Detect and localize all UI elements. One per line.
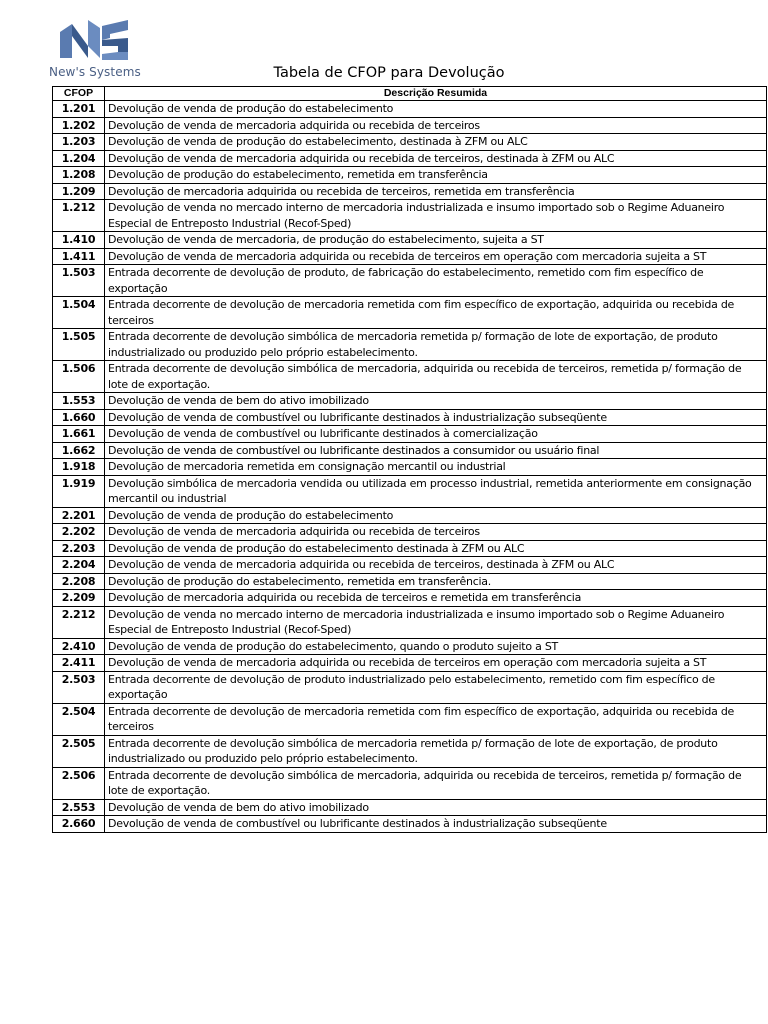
cfop-code-cell: 1.661	[53, 426, 105, 443]
description-cell: Devolução de venda de mercadoria, de produção do estabelecimento, sujeita a ST	[105, 232, 767, 249]
cfop-code-cell: 2.209	[53, 590, 105, 607]
table-row	[53, 167, 767, 184]
cfop-code-cell: 1.204	[53, 150, 105, 167]
description-cell: Devolução de venda de produção do estabelecimento, destinada à ZFM ou ALC	[105, 134, 767, 151]
cfop-code-cell: 2.410	[53, 638, 105, 655]
cfop-code-cell: 2.506	[53, 767, 105, 799]
description-cell: Devolução de venda de combustível ou lubrificante destinados à industrialização subseqüente	[105, 409, 767, 426]
cfop-code-cell: 2.553	[53, 799, 105, 816]
cfop-code-cell: 1.209	[53, 183, 105, 200]
table-row	[53, 459, 767, 476]
table-row	[53, 409, 767, 426]
cfop-code-cell: 2.202	[53, 524, 105, 541]
table-body	[53, 101, 767, 833]
description-cell: Devolução de venda de mercadoria adquirida ou recebida de terceiros, destinada à ZFM ou ALC	[105, 557, 767, 574]
cfop-code-cell: 2.203	[53, 540, 105, 557]
table-row	[53, 590, 767, 607]
column-header-cfop: CFOP	[53, 87, 105, 101]
table-row	[53, 232, 767, 249]
description-cell: Devolução de venda de mercadoria adquirida ou recebida de terceiros	[105, 524, 767, 541]
description-cell: Entrada decorrente de devolução de mercadoria remetida com fim específico de exportação, adquirida ou recebida de terceiros	[105, 297, 767, 329]
table-row	[53, 442, 767, 459]
table-row	[53, 101, 767, 118]
table-row	[53, 183, 767, 200]
table-row	[53, 507, 767, 524]
description-cell: Entrada decorrente de devolução simbólica de mercadoria, adquirida ou recebida de terceiros, remetida p/ formação de lote de exportação.	[105, 361, 767, 393]
description-cell: Devolução de venda de mercadoria adquirida ou recebida de terceiros em operação com mercadoria sujeita a ST	[105, 248, 767, 265]
cfop-code-cell: 2.660	[53, 816, 105, 833]
cfop-code-cell: 2.504	[53, 703, 105, 735]
description-cell: Entrada decorrente de devolução simbólica de mercadoria remetida p/ formação de lote de exportação, de produto industrializado ou produzido pelo próprio estabelecimento.	[105, 735, 767, 767]
table-row	[53, 638, 767, 655]
description-cell: Entrada decorrente de devolução de mercadoria remetida com fim específico de exportação, adquirida ou recebida de terceiros	[105, 703, 767, 735]
table-row	[53, 361, 767, 393]
cfop-code-cell: 1.918	[53, 459, 105, 476]
table-row	[53, 703, 767, 735]
description-cell: Devolução de venda de bem do ativo imobilizado	[105, 393, 767, 410]
description-cell: Devolução de venda de produção do estabelecimento, quando o produto sujeito a ST	[105, 638, 767, 655]
cfop-code-cell: 1.919	[53, 475, 105, 507]
cfop-code-cell: 1.553	[53, 393, 105, 410]
cfop-code-cell: 1.208	[53, 167, 105, 184]
table-row	[53, 735, 767, 767]
description-cell: Devolução de mercadoria adquirida ou recebida de terceiros, remetida em transferência	[105, 183, 767, 200]
cfop-code-cell: 1.410	[53, 232, 105, 249]
cfop-code-cell: 2.505	[53, 735, 105, 767]
table-row	[53, 816, 767, 833]
cfop-code-cell: 1.505	[53, 329, 105, 361]
description-cell: Devolução de mercadoria adquirida ou recebida de terceiros e remetida em transferência	[105, 590, 767, 607]
description-cell: Entrada decorrente de devolução simbólica de mercadoria remetida p/ formação de lote de exportação, de produto industrializado ou produzido pelo próprio estabelecimento.	[105, 329, 767, 361]
table-row	[53, 150, 767, 167]
cfop-code-cell: 1.203	[53, 134, 105, 151]
table-row	[53, 117, 767, 134]
ns-logo-mark-icon	[58, 18, 130, 62]
cfop-code-cell: 1.411	[53, 248, 105, 265]
cfop-code-cell: 2.201	[53, 507, 105, 524]
description-cell: Devolução de venda de combustível ou lubrificante destinados à comercialização	[105, 426, 767, 443]
cfop-code-cell: 1.660	[53, 409, 105, 426]
table-row	[53, 573, 767, 590]
cfop-code-cell: 1.503	[53, 265, 105, 297]
cfop-code-cell: 1.212	[53, 200, 105, 232]
table-row	[53, 297, 767, 329]
table-row	[53, 606, 767, 638]
cfop-table	[52, 86, 767, 833]
description-cell: Devolução de venda no mercado interno de mercadoria industrializada e insumo importado sob o Regime Aduaneiro Especial de Entreposto Industrial (Recof-Sped)	[105, 200, 767, 232]
table-row	[53, 426, 767, 443]
description-cell: Devolução de venda de combustível ou lubrificante destinados à industrialização subseqüente	[105, 816, 767, 833]
table-row	[53, 540, 767, 557]
description-cell: Devolução de venda de produção do estabelecimento	[105, 507, 767, 524]
cfop-code-cell: 1.506	[53, 361, 105, 393]
table-row	[53, 799, 767, 816]
table-row	[53, 200, 767, 232]
description-cell: Devolução de mercadoria remetida em consignação mercantil ou industrial	[105, 459, 767, 476]
cfop-code-cell: 2.212	[53, 606, 105, 638]
cfop-code-cell: 1.202	[53, 117, 105, 134]
column-header-description: Descrição Resumida	[105, 87, 767, 101]
table-row	[53, 655, 767, 672]
brand-name: New's Systems	[49, 65, 141, 79]
table-row	[53, 134, 767, 151]
description-cell: Devolução de venda de mercadoria adquirida ou recebida de terceiros em operação com mercadoria sujeita a ST	[105, 655, 767, 672]
cfop-code-cell: 1.504	[53, 297, 105, 329]
description-cell: Devolução simbólica de mercadoria vendida ou utilizada em processo industrial, remetida anteriormente em consignação mercantil ou industrial	[105, 475, 767, 507]
cfop-code-cell: 2.204	[53, 557, 105, 574]
table-row	[53, 767, 767, 799]
description-cell: Devolução de venda de produção do estabelecimento	[105, 101, 767, 118]
table-row	[53, 524, 767, 541]
description-cell: Devolução de venda no mercado interno de mercadoria industrializada e insumo importado sob o Regime Aduaneiro Especial de Entreposto Industrial (Recof-Sped)	[105, 606, 767, 638]
table-row	[53, 475, 767, 507]
page-title: Tabela de CFOP para Devolução	[273, 65, 505, 81]
table-row	[53, 329, 767, 361]
cfop-code-cell: 2.208	[53, 573, 105, 590]
description-cell: Devolução de venda de mercadoria adquirida ou recebida de terceiros	[105, 117, 767, 134]
table-row	[53, 248, 767, 265]
cfop-code-cell: 2.411	[53, 655, 105, 672]
table-row	[53, 265, 767, 297]
description-cell: Devolução de venda de mercadoria adquirida ou recebida de terceiros, destinada à ZFM ou ALC	[105, 150, 767, 167]
description-cell: Devolução de produção do estabelecimento, remetida em transferência.	[105, 573, 767, 590]
table-row	[53, 393, 767, 410]
description-cell: Entrada decorrente de devolução de produto industrializado pelo estabelecimento, remetido com fim específico de exportação	[105, 671, 767, 703]
cfop-code-cell: 2.503	[53, 671, 105, 703]
description-cell: Entrada decorrente de devolução de produto, de fabricação do estabelecimento, remetido com fim específico de exportação	[105, 265, 767, 297]
table-header-row	[53, 87, 767, 101]
description-cell: Devolução de venda de bem do ativo imobilizado	[105, 799, 767, 816]
table-row	[53, 557, 767, 574]
description-cell: Devolução de venda de produção do estabelecimento destinada à ZFM ou ALC	[105, 540, 767, 557]
description-cell: Entrada decorrente de devolução simbólica de mercadoria, adquirida ou recebida de terceiros, remetida p/ formação de lote de exportação.	[105, 767, 767, 799]
cfop-code-cell: 1.662	[53, 442, 105, 459]
description-cell: Devolução de venda de combustível ou lubrificante destinados a consumidor ou usuário final	[105, 442, 767, 459]
description-cell: Devolução de produção do estabelecimento, remetida em transferência	[105, 167, 767, 184]
table-row	[53, 671, 767, 703]
cfop-code-cell: 1.201	[53, 101, 105, 118]
